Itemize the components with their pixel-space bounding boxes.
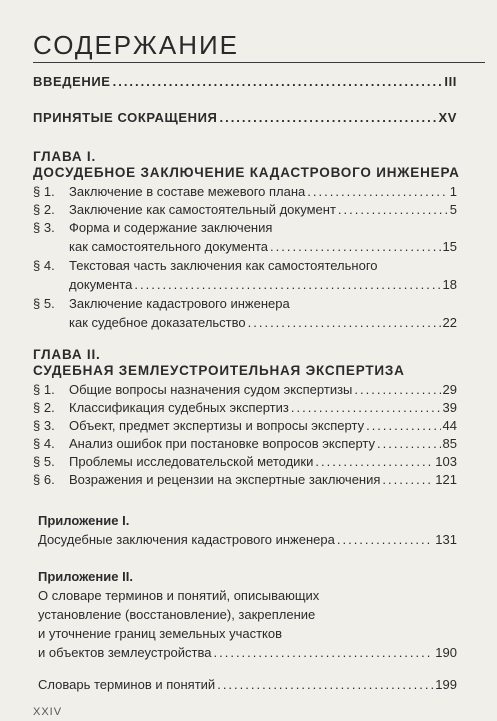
toc-entry-label: Проблемы исследовательской методики	[69, 454, 314, 469]
toc-entry-label: Заключение в составе межевого плана	[69, 184, 306, 199]
toc-entry-page: XV	[438, 110, 457, 125]
toc-entry-label: ПРИНЯТЫЕ СОКРАЩЕНИЯ	[33, 110, 218, 125]
toc-entry-label: Объект, предмет экспертизы и вопросы эксперту	[69, 418, 365, 433]
toc-entry-label: Возражения и рецензии на экспертные заключения	[69, 472, 381, 487]
toc-entry-page: 103	[435, 454, 457, 469]
dot-leader	[337, 530, 433, 549]
section-number: § 4.	[33, 258, 55, 273]
dot-leader	[366, 416, 440, 435]
toc-entry-page: 44	[442, 418, 457, 433]
toc-entry-page: 39	[442, 400, 457, 415]
section-number: § 3.	[33, 220, 55, 235]
appendix2-line: О словаре терминов и понятий, описывающих	[38, 588, 320, 603]
dot-leader	[217, 675, 433, 694]
toc-entry-page: 199	[435, 677, 457, 692]
appendix2-line: установление (восстановление), закрепление	[38, 607, 316, 622]
dot-leader	[377, 434, 441, 453]
toc-entry-page: 5	[449, 202, 457, 217]
chapter1-subheading: ДОСУДЕБНОЕ ЗАКЛЮЧЕНИЕ КАДАСТРОВОГО ИНЖЕНЕРА	[33, 165, 460, 180]
toc-entry-ch2-s2[interactable]	[33, 398, 457, 417]
toc-entry-page: 29	[442, 382, 457, 397]
toc-entry-page: 121	[435, 472, 457, 487]
dot-leader	[354, 380, 440, 399]
toc-entry-page: 1	[449, 184, 457, 199]
toc-entry-ch2-s4[interactable]	[33, 434, 457, 453]
dot-leader	[113, 72, 443, 91]
toc-entry-page: 190	[435, 645, 457, 660]
section-number: § 1.	[33, 382, 55, 397]
toc-entry-ch1-s2[interactable]	[33, 200, 457, 219]
toc-entry-ch2-s3[interactable]	[33, 416, 457, 435]
chapter2-heading: ГЛАВА II.	[33, 347, 101, 362]
toc-entry-label: Словарь терминов и понятий	[38, 677, 216, 692]
section-number: § 2.	[33, 400, 55, 415]
toc-entry-label: Форма и содержание заключения	[69, 220, 273, 235]
toc-entry-page: 85	[442, 436, 457, 451]
dot-leader	[270, 237, 440, 256]
toc-entry-appendix1[interactable]	[38, 530, 457, 549]
toc-entry-page: 18	[442, 277, 457, 292]
toc-entry-page: 15	[442, 239, 457, 254]
section-number: § 6.	[33, 472, 55, 487]
toc-entry-label-cont: как судебное доказательство	[69, 315, 246, 330]
dot-leader	[315, 452, 433, 471]
toc-entry-label: Досудебные заключения кадастрового инженера	[38, 532, 335, 547]
section-number: § 5.	[33, 454, 55, 469]
toc-entry-label: Классификация судебных экспертиз	[69, 400, 289, 415]
toc-entry-page: 131	[435, 532, 457, 547]
dot-leader	[134, 275, 440, 294]
chapter2-subheading: СУДЕБНАЯ ЗЕМЛЕУСТРОИТЕЛЬНАЯ ЭКСПЕРТИЗА	[33, 363, 405, 378]
toc-entry-label: Заключение как самостоятельный документ	[69, 202, 336, 217]
toc-entry-label-cont: как самостоятельного документа	[69, 239, 269, 254]
toc-entry-label: Общие вопросы назначения судом экспертизы	[69, 382, 353, 397]
toc-entry-ch2-s5[interactable]	[33, 452, 457, 471]
chapter1-heading: ГЛАВА I.	[33, 149, 97, 164]
section-number: § 5.	[33, 296, 55, 311]
dot-leader	[338, 200, 448, 219]
toc-entry-label: Анализ ошибок при постановке вопросов эксперту	[69, 436, 376, 451]
toc-entry-label: ВВЕДЕНИЕ	[33, 74, 111, 89]
toc-entry-ch1-s1[interactable]	[33, 182, 457, 201]
title-rule	[33, 62, 485, 63]
toc-entry-appendix2[interactable]	[38, 643, 457, 662]
dot-leader	[382, 470, 433, 489]
toc-entry-ch2-s6[interactable]	[33, 470, 457, 489]
appendix2-heading: Приложение II.	[38, 569, 133, 584]
dot-leader	[214, 643, 434, 662]
section-number: § 3.	[33, 418, 55, 433]
appendix2-line: и уточнение границ земельных участков	[38, 626, 282, 641]
toc-entry-page: 22	[442, 315, 457, 330]
dot-leader	[307, 182, 447, 201]
toc-entry-label-cont: документа	[69, 277, 133, 292]
appendix1-heading: Приложение I.	[38, 513, 130, 528]
toc-entry-glossary[interactable]	[38, 675, 457, 694]
section-number: § 2.	[33, 202, 55, 217]
dot-leader	[291, 398, 441, 417]
dot-leader	[248, 313, 441, 332]
toc-entry-label: Заключение кадастрового инженера	[69, 296, 290, 311]
page-number: XXIV	[33, 706, 63, 718]
section-number: § 4.	[33, 436, 55, 451]
toc-entry-page: III	[444, 74, 457, 89]
toc-entry-label: и объектов землеустройства	[38, 645, 212, 660]
toc-entry-abbreviations[interactable]	[33, 108, 457, 127]
toc-entry-intro[interactable]	[33, 72, 457, 91]
dot-leader	[219, 108, 436, 127]
section-number: § 1.	[33, 184, 55, 199]
toc-entry-ch2-s1[interactable]	[33, 380, 457, 399]
toc-entry-label: Текстовая часть заключения как самостоятельного	[69, 258, 378, 273]
page-title: СОДЕРЖАНИЕ	[33, 30, 240, 60]
